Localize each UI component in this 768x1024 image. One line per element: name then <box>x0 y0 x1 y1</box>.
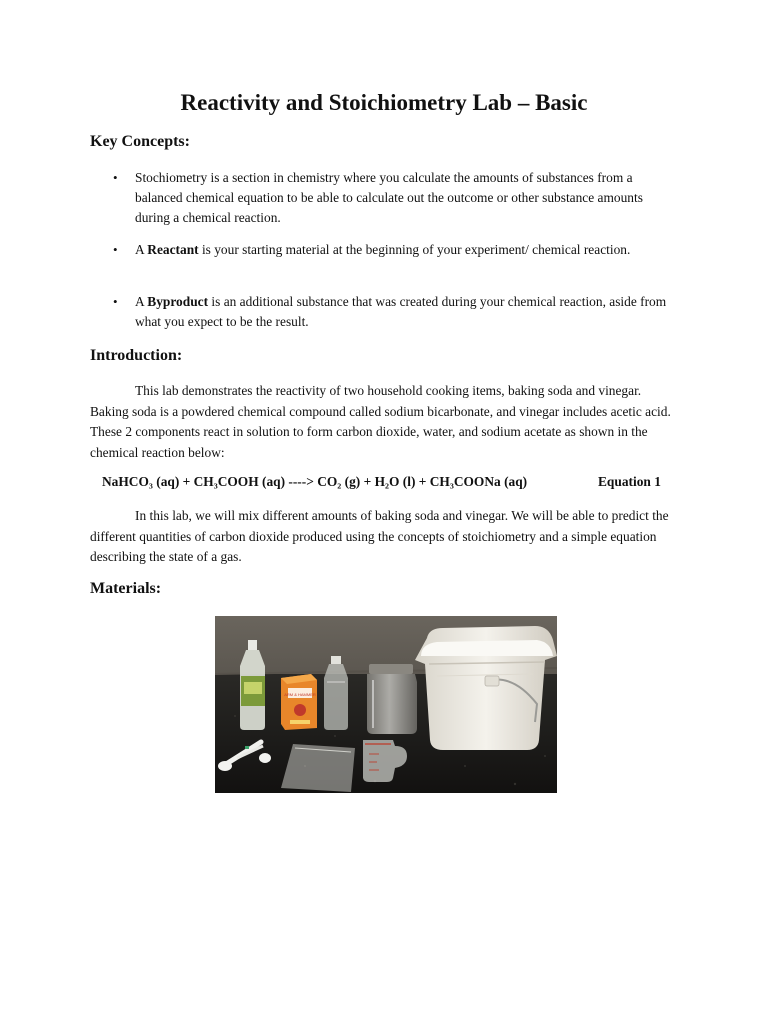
chemical-equation <box>102 474 702 490</box>
materials-heading: Materials: <box>90 580 162 597</box>
bullet-term-reactant: Reactant <box>147 242 199 257</box>
bullet-text: Stochiometry is a section in chemistry where you calculate the amounts of substances from a balanced chemical equation to be able to calculate out the outcome or other substance amounts during a chemical reaction. <box>135 170 643 225</box>
equation-label: Equation 1 <box>598 474 661 489</box>
key-concepts-heading: Key Concepts: <box>90 133 190 150</box>
bullet-prefix: A <box>135 242 148 257</box>
bullet-item-stoichiometry <box>113 168 673 228</box>
bullet-item-byproduct <box>113 292 673 332</box>
bullet-item-reactant <box>113 240 673 260</box>
bullet-dot-icon: • <box>113 294 118 309</box>
page-title: Reactivity and Stoichiometry Lab – Basic <box>180 90 588 115</box>
glass-jar <box>367 664 417 734</box>
baking-soda-box <box>281 674 317 730</box>
materials-photo <box>215 616 557 793</box>
equation-text: NaHCO₃ (aq) + CH₃COOH (aq) ----> CO₂ (g) + H₂O (l) + CH₃COONa (aq) <box>102 474 528 489</box>
introduction-heading: Introduction: <box>90 347 183 364</box>
bullet-text: is an additional substance that was created during your chemical reaction, aside from what you expect to be the result. <box>135 294 667 329</box>
bullet-text: is your starting material at the beginning of your experiment/ chemical reaction. <box>198 242 631 257</box>
procedure-paragraph: In this lab, we will mix different amounts of baking soda and vinegar. We will be able to predict the different quantities of carbon dioxide produced using the concepts of stoichiometry and a simple equation describing the state of a gas. <box>90 508 669 564</box>
bullet-dot-icon: • <box>113 242 118 257</box>
bullet-term-byproduct: Byproduct <box>147 294 209 309</box>
box-brand-label: ARM & HAMMER <box>284 692 316 697</box>
bullet-dot-icon: • <box>113 170 118 185</box>
plastic-bucket <box>415 626 557 750</box>
introduction-paragraph: This lab demonstrates the reactivity of two household cooking items, baking soda and vinegar. Baking soda is a powdered chemical compound called sodium bicarbonate, and vinegar includes acetic acid. These 2 components react in solution to form carbon dioxide, water, and sodium acetate as shown in the chemical reaction below: <box>90 383 671 460</box>
bullet-prefix: A <box>135 294 148 309</box>
plastic-bag <box>281 744 355 792</box>
